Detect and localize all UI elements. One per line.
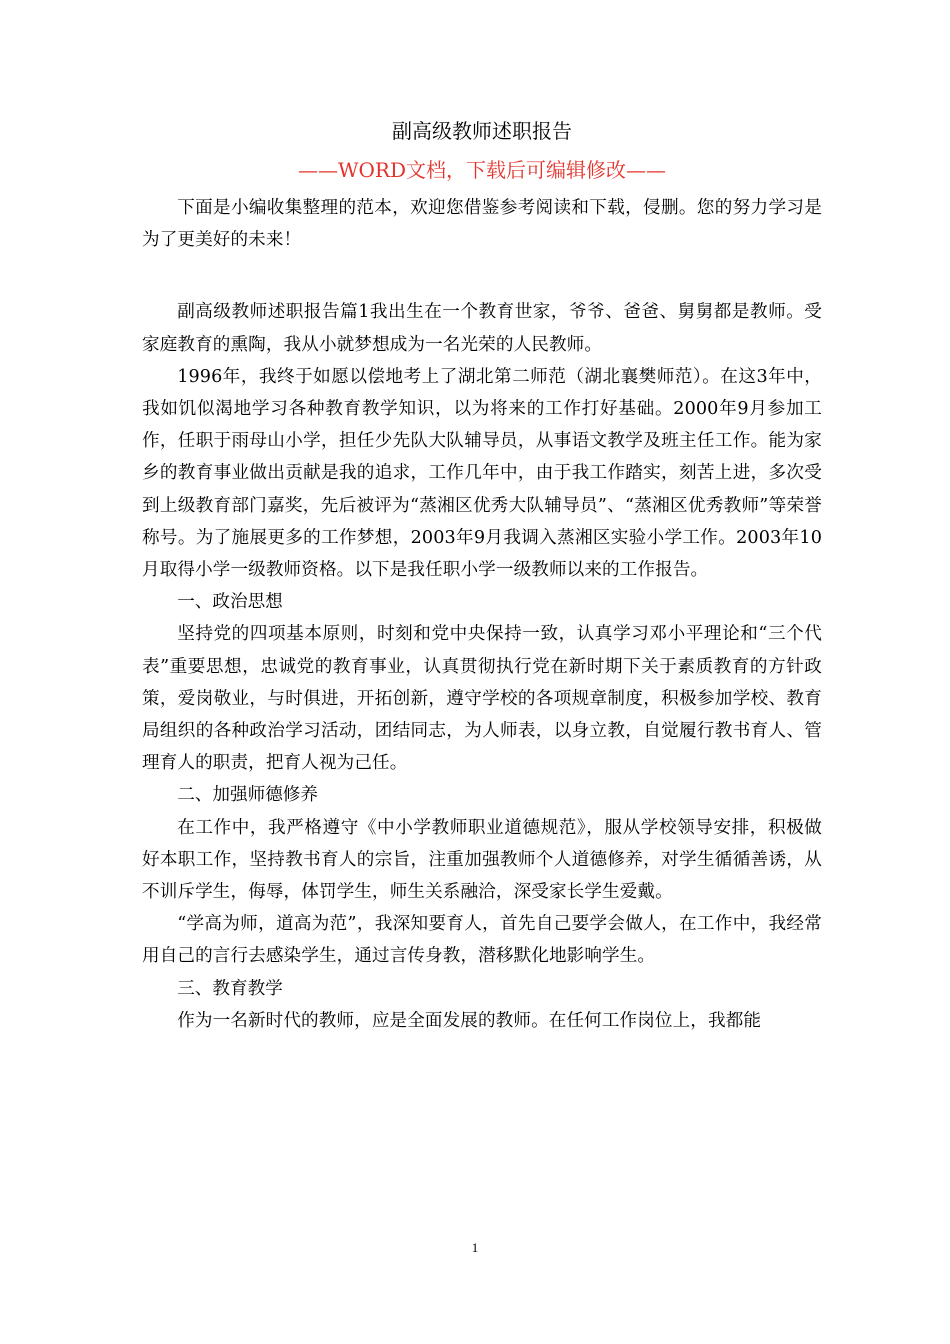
document-subtitle: ——WORD文档，下载后可编辑修改—— xyxy=(297,158,667,182)
blank-spacer xyxy=(142,256,822,296)
document-title: 副高级教师述职报告 xyxy=(392,119,572,143)
body-paragraph: 副高级教师述职报告篇1我出生在一个教育世家，爷爷、爸爸、舅舅都是教师。受家庭教育的熏陶，我从小就梦想成为一名光荣的人民教师。 xyxy=(142,302,822,355)
section-body-teaching: 作为一名新时代的教师，应是全面发展的教师。在任何工作岗位上，我都能 xyxy=(177,1010,762,1031)
section-heading-ethics: 二、加强师德修养 xyxy=(177,785,318,806)
section-body-politics: 坚持党的四项基本原则，时刻和党中央保持一致，认真学习邓小平理论和“三个代表”重要思想，忠诚党的教育事业，认真贯彻执行党在新时期下关于素质教育的方针政策，爱岗敬业，与时俱进，开拓创新，遵守学校的各项规章制度，积极参加学校、教育局组织的各种政治学习活动，团结同志，为人师表，以身立教，自觉履行教书育人、管理育人的职责，把育人视为己任。 xyxy=(142,624,822,774)
body-paragraph: 1996年，我终于如愿以偿地考上了湖北第二师范（湖北襄樊师范）。在这3年中，我如饥似渴地学习各种教育教学知识，以为将来的工作打好基础。2000年9月参加工作，任职于雨母山小学，担任少先队大队辅导员，从事语文教学及班主任工作。能为家乡的教育事业做出贡献是我的追求，工作几年中，由于我工作踏实，刻苦上进，多次受到上级教育部门嘉奖，先后被评为“蒸湘区优秀大队辅导员”、“蒸湘区优秀教师”等荣誉称号。为了施展更多的工作梦想，2003年9月我调入蒸湘区实验小学工作。2003年10月取得小学一级教师资格。以下是我任职小学一级教师以来的工作报告。 xyxy=(142,366,822,581)
document-body xyxy=(142,112,822,1037)
section-body-ethics-2: “学高为师，道高为范”，我深知要育人，首先自己要学会做人，在工作中，我经常用自己的言行去感染学生，通过言传身教，潜移默化地影响学生。 xyxy=(142,914,822,967)
section-body-ethics-1: 在工作中，我严格遵守《中小学教师职业道德规范》，服从学校领导安排，积极做好本职工作，坚持教书育人的宗旨，注重加强教师个人道德修养，对学生循循善诱，从不训斥学生，侮辱，体罚学生，师生关系融洽，深受家长学生爱戴。 xyxy=(142,817,822,903)
page-number: 1 xyxy=(471,1240,479,1255)
section-heading-politics: 一、政治思想 xyxy=(177,592,283,613)
intro-paragraph: 下面是小编收集整理的范本，欢迎您借鉴参考阅读和下载，侵删。您的努力学习是为了更美好的未来！ xyxy=(142,198,822,251)
section-heading-teaching: 三、教育教学 xyxy=(177,978,283,999)
